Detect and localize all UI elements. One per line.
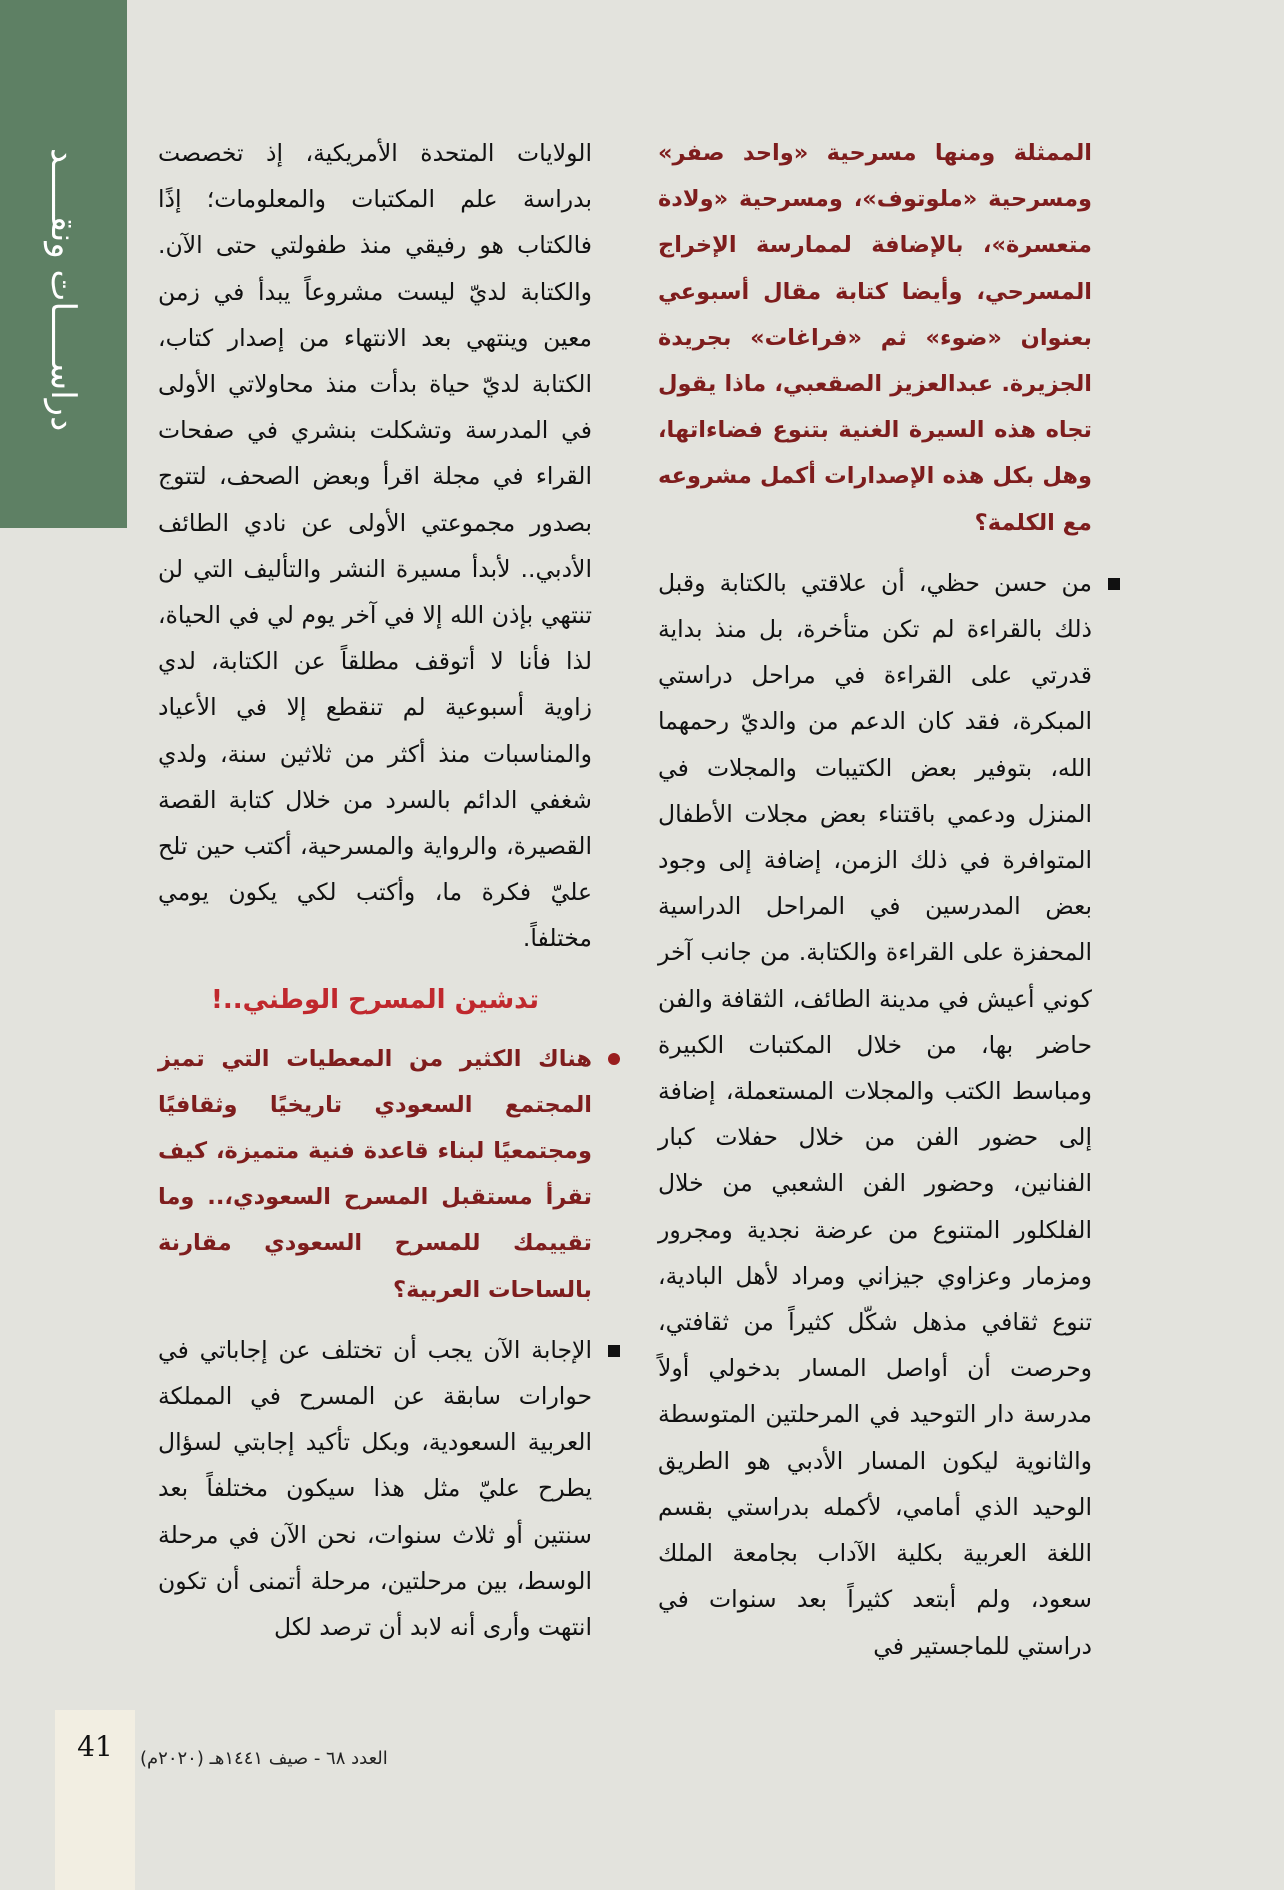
right-column (658, 130, 1092, 1669)
interview-question-2 (158, 1036, 592, 1313)
issue-line: العدد ٦٨ - صيف ١٤٤١هـ (٢٠٢٠م) (140, 1748, 388, 1769)
answer-square-marker (608, 1345, 620, 1357)
interview-answer-2 (158, 1327, 592, 1650)
answer-2-text: الإجابة الآن يجب أن تختلف عن إجاباتي في حوارات سابقة عن المسرح في المملكة العربية السعودية، وبكل تأكيد إجابتي لسؤال يطرح عليّ مثل هذا سيكون مختلفاً بعد سنتين أو ثلاث سنوات، نحن الآن في مرحلة الوسط، بين مرحلتين، مرحلة أتمنى أن تكون انتهت وأرى أنه لابد أن ترصد لكل (158, 1335, 592, 1642)
answer-continuation: الولايات المتحدة الأمريكية، إذ تخصصت بدراسة علم المكتبات والمعلومات؛ إذًا فالكتاب هو رفيقي منذ طفولتي حتى الآن. والكتابة لديّ ليست مشروعاً يبدأ في زمن معين وينتهي بعد الانتهاء من إصدار كتاب، الكتابة لديّ حياة بدأت منذ محاولاتي الأولى في المدرسة وتشكلت بنشري في صفحات القراء في مجلة اقرأ وبعض الصحف، لتتوج بصدور مجموعتي الأولى عن نادي الطائف الأدبي.. لأبدأ مسيرة النشر والتأليف التي لن تنتهي بإذن الله إلا في آخر يوم لي في الحياة، لذا فأنا لا أتوقف مطلقاً عن الكتابة، لدي زاوية أسبوعية لم تنقطع إلا في الأعياد والمناسبات منذ أكثر من ثلاثين سنة، ولدي شغفي الدائم بالسرد من خلال كتابة القصة القصيرة، والرواية والمسرحية، أكتب حين تلح عليّ فكرة ما، وأكتب لكي يكون يومي مختلفاً. (158, 139, 592, 953)
answer-text: من حسن حظي، أن علاقتي بالكتابة وقبل ذلك بالقراءة لم تكن متأخرة، بل منذ بداية قدرتي على القراءة في مراحل دراستي المبكرة، فقد كان الدعم من والديّ رحمهما الله، بتوفير بعض الكتيبات والمجلات في المنزل ودعمي باقتناء بعض مجلات الأطفال المتوافرة في ذلك الزمن، إضافة إلى وجود بعض المدرسين في المراحل الدراسية المحفزة على القراءة والكتابة. من جانب آخر كوني أعيش في مدينة الطائف، الثقافة والفن حاضر بها، من خلال المكتبات الكبيرة ومباسط الكتب والمجلات المستعملة، إضافة إلى حضور الفن من خلال حفلات كبار الفنانين، وحضور الفن الشعبي من خلال الفلكلور المتنوع من عرضة نجدية ومجرور ومزمار وعزاوي جيزاني ومراد لأهل البادية، تنوع ثقافي مذهل شكّل كثيراً من ثقافتي، وحرصت أن أواصل المسار بدخولي أولاً مدرسة دار التوحيد في المرحلتين المتوسطة والثانوية ليكون المسار الأدبي هو الطريق الوحيد الذي أمامي، لأكمله بدراستي بقسم اللغة العربية بكلية الآداب بجامعة الملك سعود، ولم أبتعد كثيراً بعد سنوات في دراستي للماجستير في (658, 568, 1092, 1660)
section-tab (0, 0, 127, 528)
page-number: 41 (77, 1730, 113, 1763)
question-2-text: هناك الكثير من المعطيات التي تميز المجتمع السعودي تاريخيًا وثقافيًا ومجتمعيًا لبناء قاعدة فنية متميزة، كيف تقرأ مستقبل المسرح السعودي،.. وما تقييمك للمسرح السعودي مقارنة بالساحات العربية؟ (158, 1045, 592, 1303)
section-heading: تدشين المسرح الوطني..! (211, 984, 539, 1015)
interview-answer (658, 560, 1092, 1669)
left-column (158, 130, 592, 1650)
interview-question: الممثلة ومنها مسرحية «واحد صفر» ومسرحية «ملوتوف»، ومسرحية «ولادة متعسرة»، بالإضافة لممارسة الإخراج المسرحي، وأيضا كتابة مقال أسبوعي بعنوان «ضوء» ثم «فراغات» بجريدة الجزيرة. عبدالعزيز الصقعبي، ماذا يقول تجاه هذه السيرة الغنية بتنوع فضاءاتها، وهل بكل هذه الإصدارات أكمل مشروعه مع الكلمة؟ (658, 140, 1092, 536)
question-bullet-icon (608, 1053, 620, 1065)
answer-square-marker (1108, 578, 1120, 590)
page-number-box (55, 1710, 135, 1890)
section-tab-label: دراســـــات ونقـــــد (43, 148, 83, 432)
